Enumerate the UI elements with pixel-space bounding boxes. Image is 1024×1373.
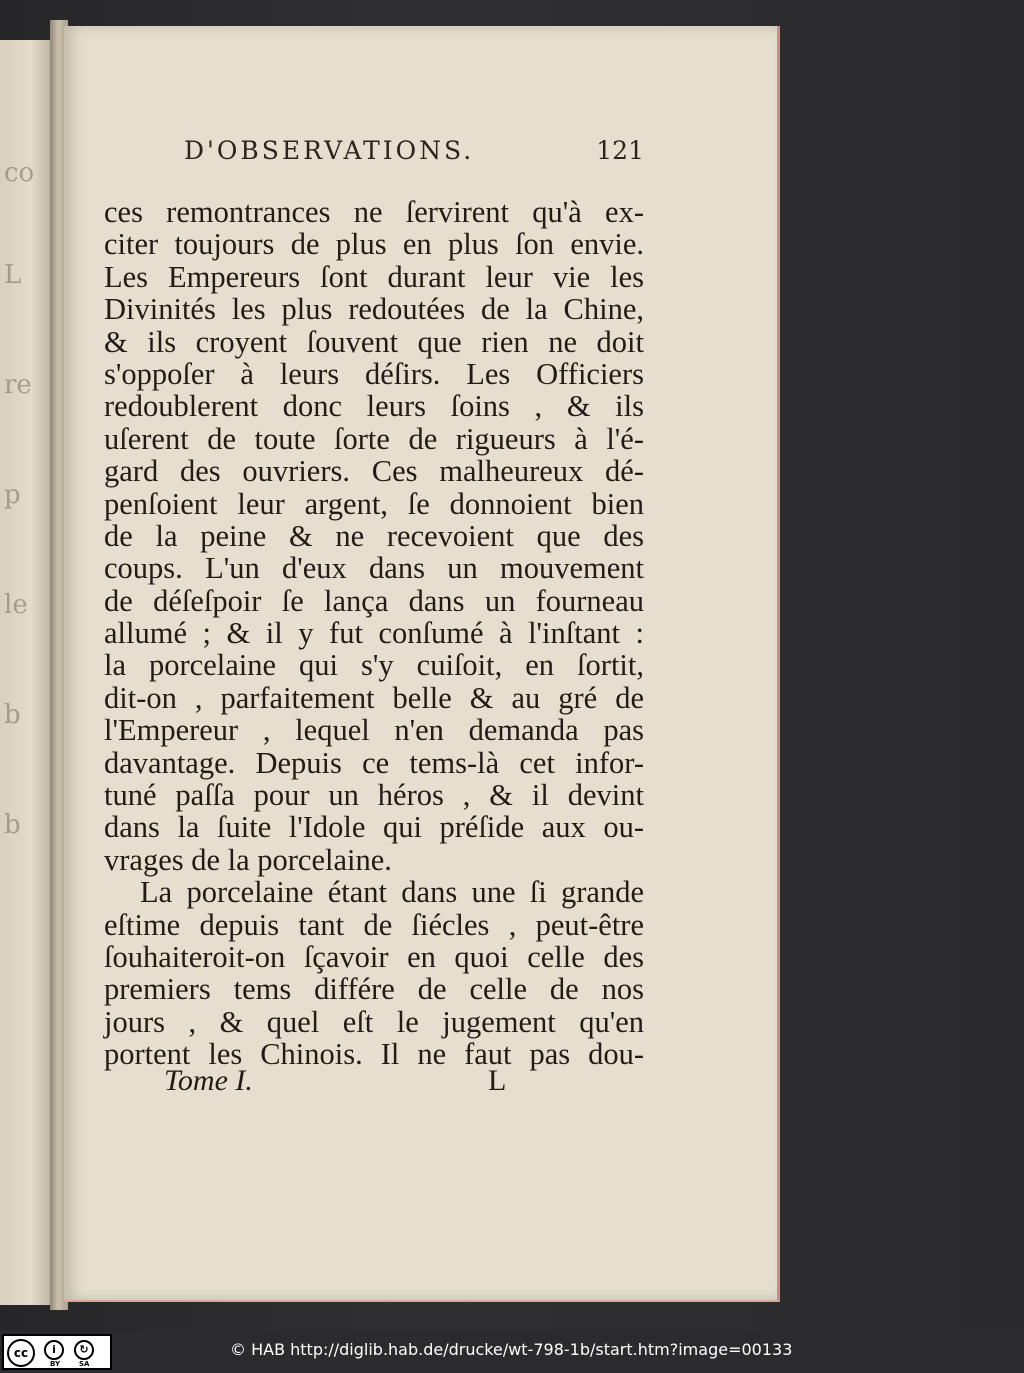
text-line: La porcelaine étant dans une ſi grande [140, 875, 644, 910]
running-title: D'OBSERVATIONS. [184, 136, 475, 165]
text-line: Divinités les plus redoutées de la Chine, [104, 292, 644, 327]
previous-page-edge [0, 40, 52, 1305]
text-line: s'oppoſer à leurs déſirs. Les Officiers [104, 356, 644, 391]
page-number: 121 [596, 136, 644, 165]
text-line: gard des ouvriers. Ces malheureux dé- [104, 454, 644, 489]
text-line: & ils croyent ſouvent que rien ne doit [104, 324, 644, 359]
text-line: redoublerent donc leurs ſoins , & ils [104, 389, 644, 424]
left-page-bleed: le [4, 590, 28, 620]
text-line: Les Empereurs ſont durant leur vie les [104, 259, 644, 294]
text-line: dans la ſuite l'Idole qui préſide aux ou- [104, 810, 644, 845]
attribution-icon: i [44, 1340, 64, 1360]
text-line: vrages de la porcelaine. [104, 842, 392, 877]
text-line: eſtime depuis tant de ſiécles , peut-être [104, 907, 644, 942]
cc-license-badge[interactable] [2, 1334, 112, 1370]
creative-commons-icon: cc [7, 1339, 35, 1367]
license-sa-label: SA [79, 1360, 90, 1368]
text-line: portent les Chinois. Il ne faut pas dou- [104, 1037, 644, 1072]
share-alike-icon: ↻ [74, 1340, 94, 1360]
text-line: tuné paſſa pour un héros , & il devint [104, 778, 644, 813]
volume-signature: Tome I. [164, 1064, 253, 1097]
text-line: ces remontrances ne ſervirent qu'à ex- [104, 195, 644, 229]
text-line: jours , & quel eſt le jugement qu'en [104, 1004, 644, 1039]
page-footer [164, 1064, 584, 1104]
left-page-bleed: b [4, 810, 21, 840]
text-line: penſoient leur argent, ſe donnoient bien [104, 486, 644, 521]
gathering-signature: L [488, 1064, 507, 1097]
text-line: dit-on , parfaitement belle & au gré de [104, 680, 644, 715]
credit-text: © HAB http://diglib.hab.de/drucke/wt-798-1b/start.htm?image=00133 [230, 1340, 793, 1359]
text-line: la porcelaine qui s'y cuiſoit, en ſortit, [104, 648, 644, 683]
text-line: allumé ; & il y fut conſumé à l'inſtant : [104, 616, 644, 651]
text-line: de la peine & ne recevoient que des [104, 518, 644, 553]
text-line: premiers tems différe de celle de nos [104, 972, 644, 1007]
text-line: de déſeſpoir ſe lança dans un fourneau [104, 583, 644, 618]
text-line: l'Empereur , lequel n'en demanda pas [104, 713, 644, 748]
text-line: uſerent de toute ſorte de rigueurs à l'é- [104, 421, 644, 456]
text-line: ſouhaiteroit-on ſçavoir en quoi celle des [104, 939, 644, 974]
book-page [64, 26, 780, 1302]
body-text [104, 196, 644, 1071]
left-page-bleed: co [4, 158, 35, 188]
left-page-bleed: p [4, 480, 21, 510]
text-line: davantage. Depuis ce tems-là cet infor- [104, 745, 644, 780]
text-line: citer toujours de plus en plus ſon envie. [104, 227, 644, 262]
text-line: coups. L'un d'eux dans un mouvement [104, 551, 644, 586]
credit-bar [0, 1330, 1024, 1373]
license-by-label: BY [50, 1360, 61, 1368]
left-page-bleed: L [4, 260, 22, 290]
running-head [184, 136, 644, 176]
left-page-bleed: b [4, 700, 21, 730]
left-page-bleed: re [4, 370, 32, 400]
